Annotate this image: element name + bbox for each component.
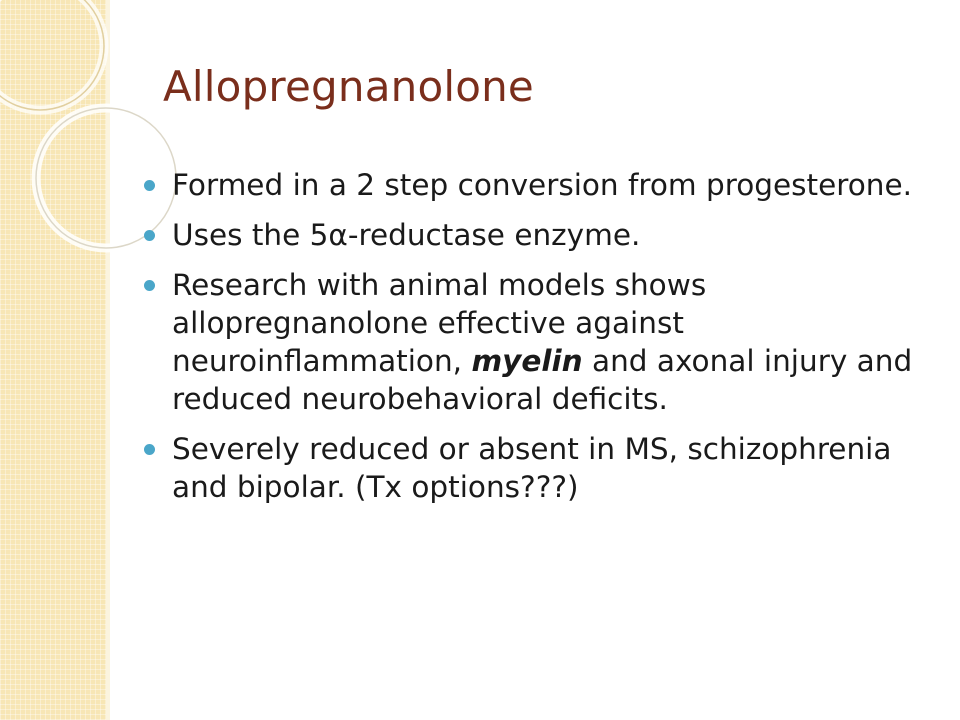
bullet-text-after: and axonal injury and reduced neurobehavioral deficits.	[172, 344, 913, 416]
bullet-text-before: Research with animal models shows allopregnanolone effective against neuroinflammation,	[172, 268, 707, 378]
slide-title: Allopregnanolone	[163, 62, 534, 111]
bullet-text: Uses the 5α-reductase enzyme.	[172, 218, 641, 252]
bullet-item-research	[140, 266, 940, 418]
bullet-item-formation	[140, 166, 940, 204]
bullet-emphasis-myelin: myelin	[471, 344, 583, 378]
deco-circle-large	[0, 0, 104, 110]
bullet-marker-icon	[144, 230, 155, 241]
bullet-marker-icon	[144, 444, 155, 455]
bullet-marker-icon	[144, 180, 155, 191]
bullet-item-disease	[140, 430, 940, 506]
bullet-list	[140, 166, 940, 518]
bullet-text: Formed in a 2 step conversion from progesterone.	[172, 168, 913, 202]
bullet-marker-icon	[144, 280, 155, 291]
bullet-item-enzyme	[140, 216, 940, 254]
bullet-text: Severely reduced or absent in MS, schizophrenia and bipolar. (Tx options???)	[172, 432, 892, 504]
